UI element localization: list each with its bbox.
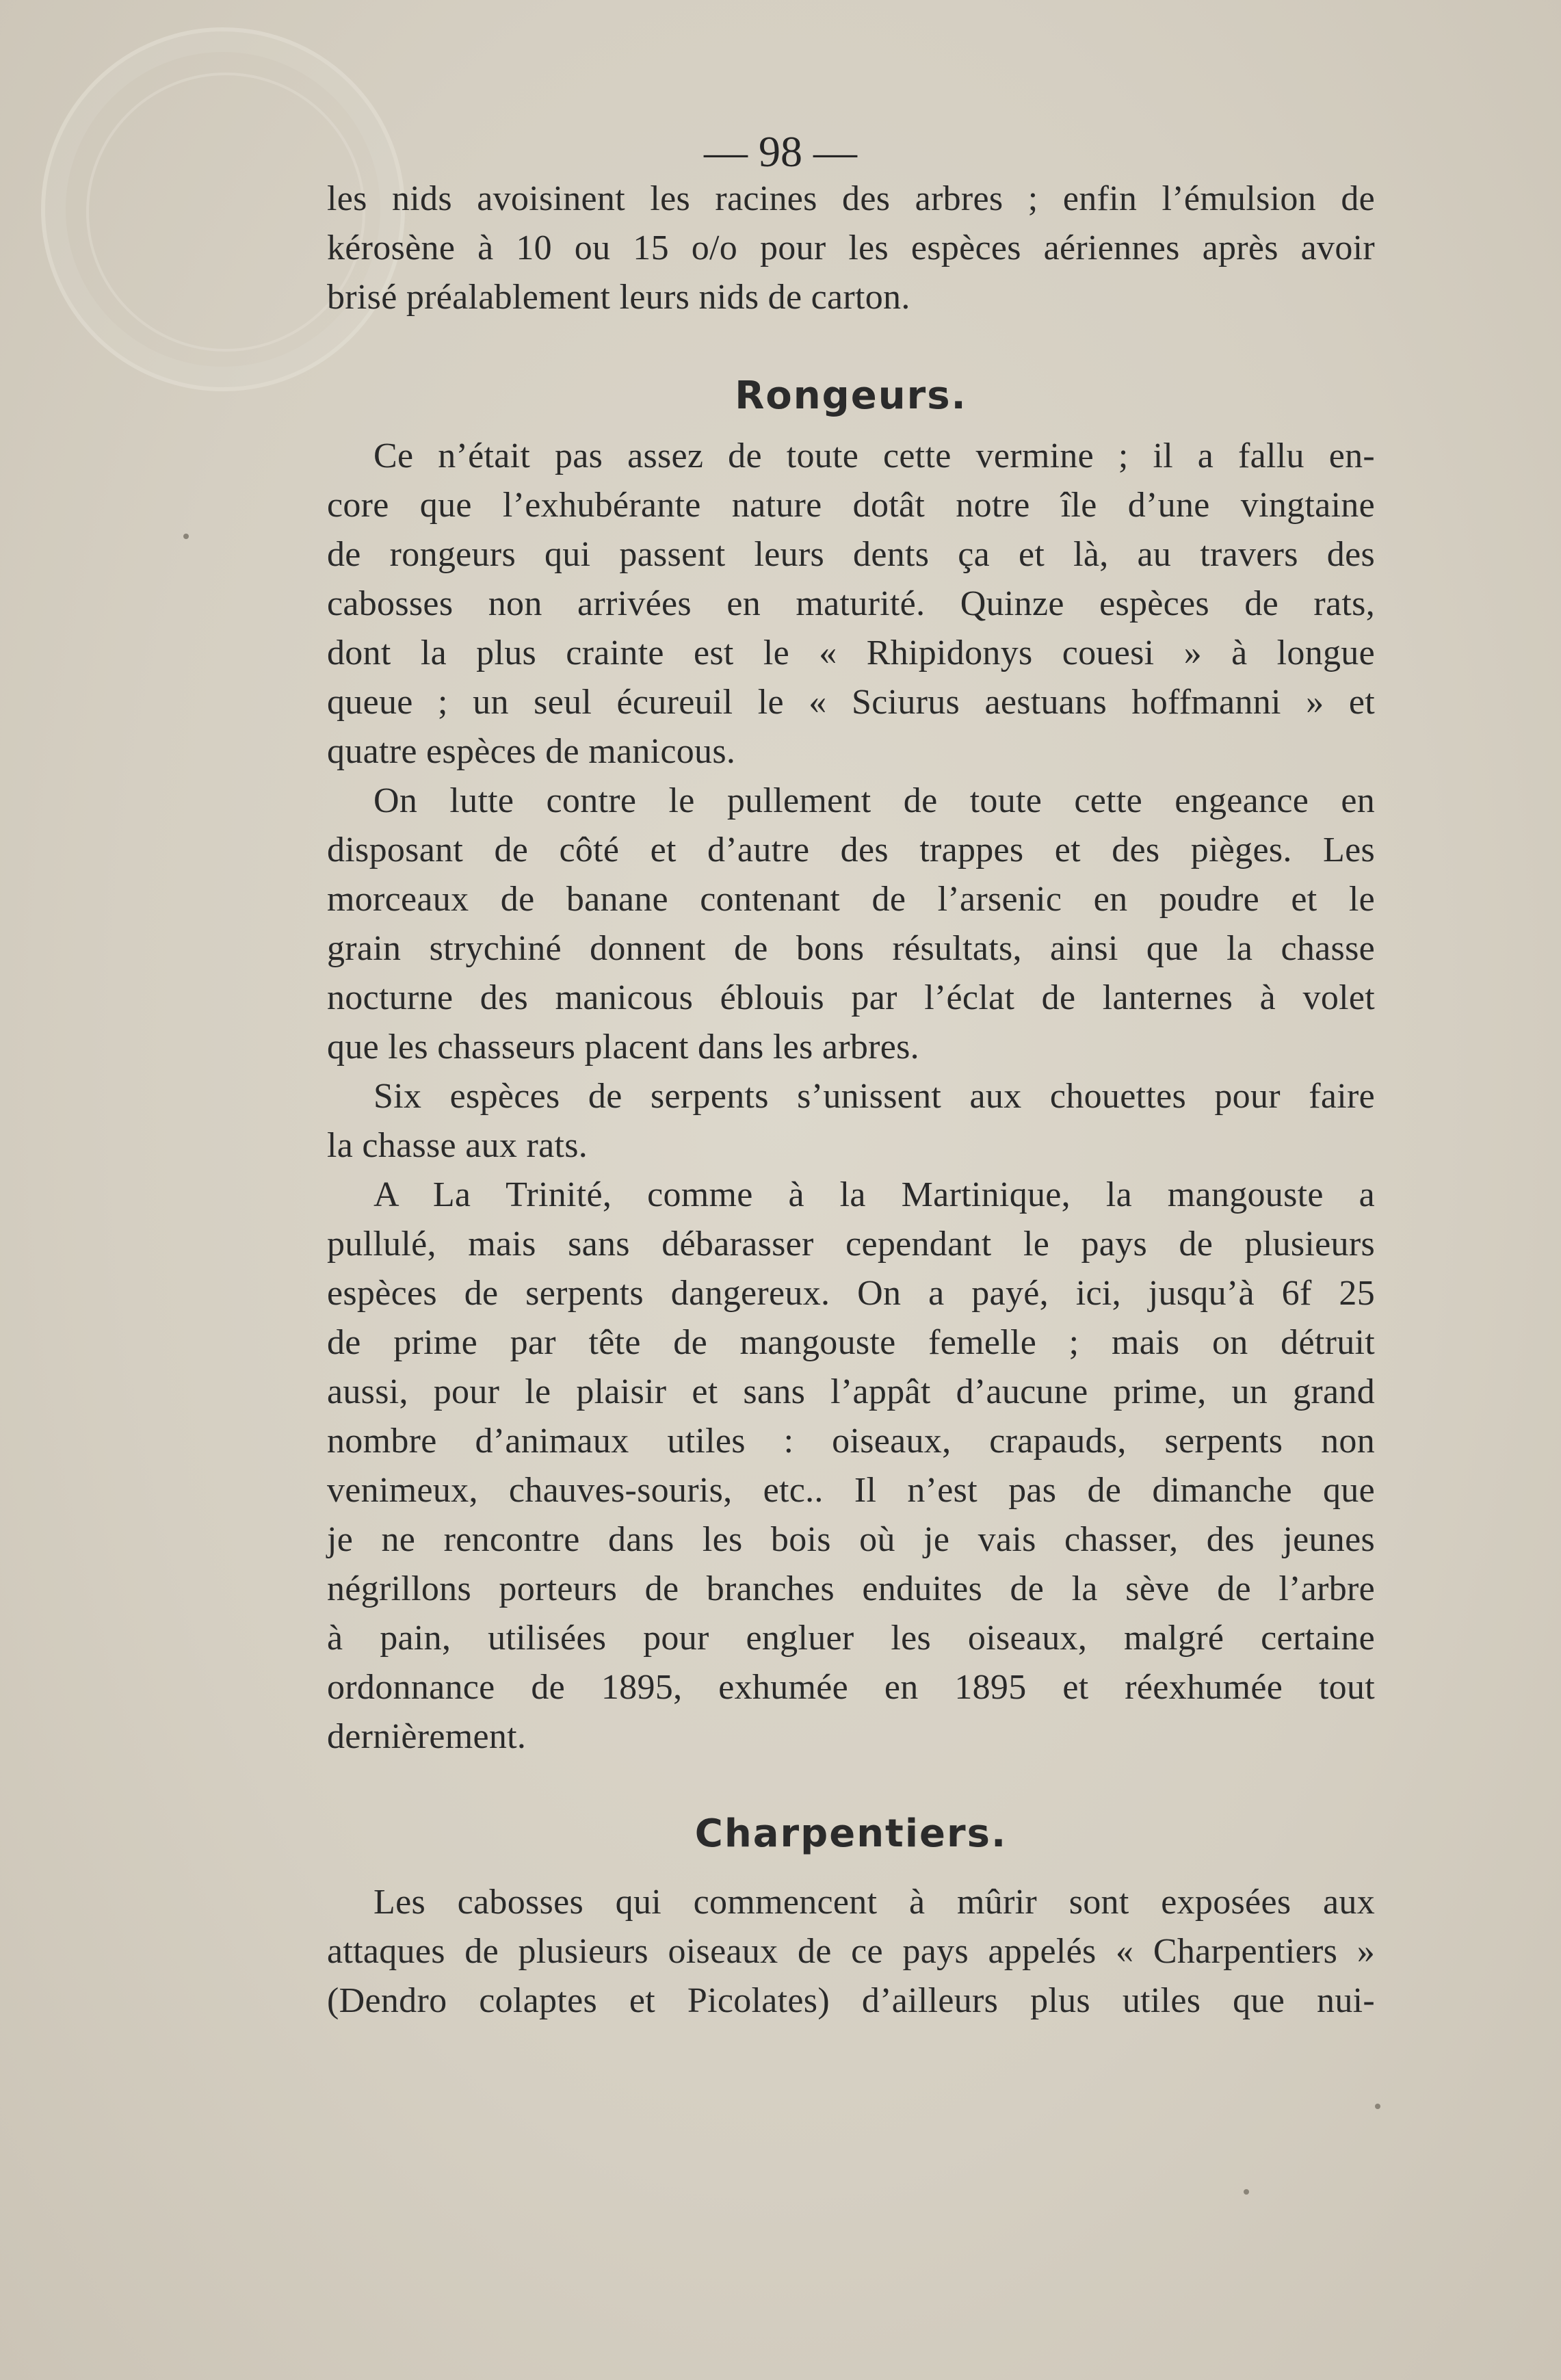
text-line: Les cabosses qui commencent à mûrir sont exposées aux	[373, 1883, 1375, 1922]
text-line: kérosène à 10 ou 15 o/o pour les espèces aériennes après avoir	[327, 228, 1375, 267]
text-line: dont la plus crainte est le « Rhipidonys couesi » à longue	[327, 633, 1375, 672]
text-line: nombre d’animaux utiles : oiseaux, crapauds, serpents non	[327, 1422, 1375, 1461]
text-line: On lutte contre le pullement de toute cette engeance en	[373, 781, 1375, 820]
text-line: de rongeurs qui passent leurs dents ça et là, au travers des	[327, 535, 1375, 574]
text-line: négrillons porteurs de branches enduites de la sève de l’arbre	[327, 1569, 1375, 1608]
embossed-stamp-inner-ring	[86, 73, 365, 352]
text-line: de prime par tête de mangouste femelle ; mais on détruit	[327, 1323, 1375, 1362]
section-heading-charpentiers: Charpentiers.	[694, 1812, 1008, 1856]
text-line: quatre espèces de manicous.	[327, 732, 736, 771]
text-line: les nids avoisinent les racines des arbres ; enfin l’émulsion de	[327, 179, 1375, 218]
text-line: morceaux de banane contenant de l’arsenic en poudre et le	[327, 880, 1375, 919]
text-line: queue ; un seul écureuil le « Sciurus aestuans hoffmanni » et	[327, 683, 1375, 722]
text-line: à pain, utilisées pour engluer les oiseaux, malgré certaine	[327, 1619, 1375, 1658]
paper-speck	[1244, 2189, 1249, 2195]
text-line: grain strychiné donnent de bons résultats, ainsi que la chasse	[327, 929, 1375, 968]
paper-speck	[183, 534, 189, 539]
text-line: nocturne des manicous éblouis par l’éclat de lanternes à volet	[327, 978, 1375, 1017]
text-line: A La Trinité, comme à la Martinique, la mangouste a	[373, 1175, 1375, 1214]
text-line: aussi, pour le plaisir et sans l’appât d’aucune prime, un grand	[327, 1372, 1375, 1411]
text-line: cabosses non arrivées en maturité. Quinze espèces de rats,	[327, 584, 1375, 623]
text-line: disposant de côté et d’autre des trappes et des pièges. Les	[327, 831, 1375, 869]
paper-speck	[1375, 2104, 1380, 2109]
text-line: je ne rencontre dans les bois où je vais chasser, des jeunes	[327, 1520, 1375, 1559]
text-line: la chasse aux rats.	[327, 1126, 588, 1165]
text-line: Ce n’était pas assez de toute cette vermine ; il a fallu en-	[373, 436, 1375, 475]
text-line: brisé préalablement leurs nids de carton.	[327, 278, 910, 317]
text-line: Six espèces de serpents s’unissent aux chouettes pour faire	[373, 1077, 1375, 1116]
text-line: que les chasseurs placent dans les arbres.	[327, 1028, 919, 1067]
text-line: core que l’exhubérante nature dotât notre île d’une vingtaine	[327, 486, 1375, 525]
page-number: — 98 —	[704, 127, 857, 176]
text-line: venimeux, chauves-souris, etc.. Il n’est pas de dimanche que	[327, 1471, 1375, 1510]
text-line: pullulé, mais sans débarasser cependant le pays de plusieurs	[327, 1225, 1375, 1264]
text-line: ordonnance de 1895, exhumée en 1895 et réexhumée tout	[327, 1668, 1375, 1707]
text-line: espèces de serpents dangereux. On a payé, ici, jusqu’à 6f 25	[327, 1274, 1375, 1313]
text-line: dernièrement.	[327, 1717, 527, 1756]
body-text	[327, 174, 1375, 2026]
text-line: (Dendro colaptes et Picolates) d’ailleurs plus utiles que nui-	[327, 1981, 1375, 2020]
section-heading-rongeurs: Rongeurs.	[735, 374, 967, 418]
text-line: attaques de plusieurs oiseaux de ce pays appelés « Charpentiers »	[327, 1932, 1375, 1971]
